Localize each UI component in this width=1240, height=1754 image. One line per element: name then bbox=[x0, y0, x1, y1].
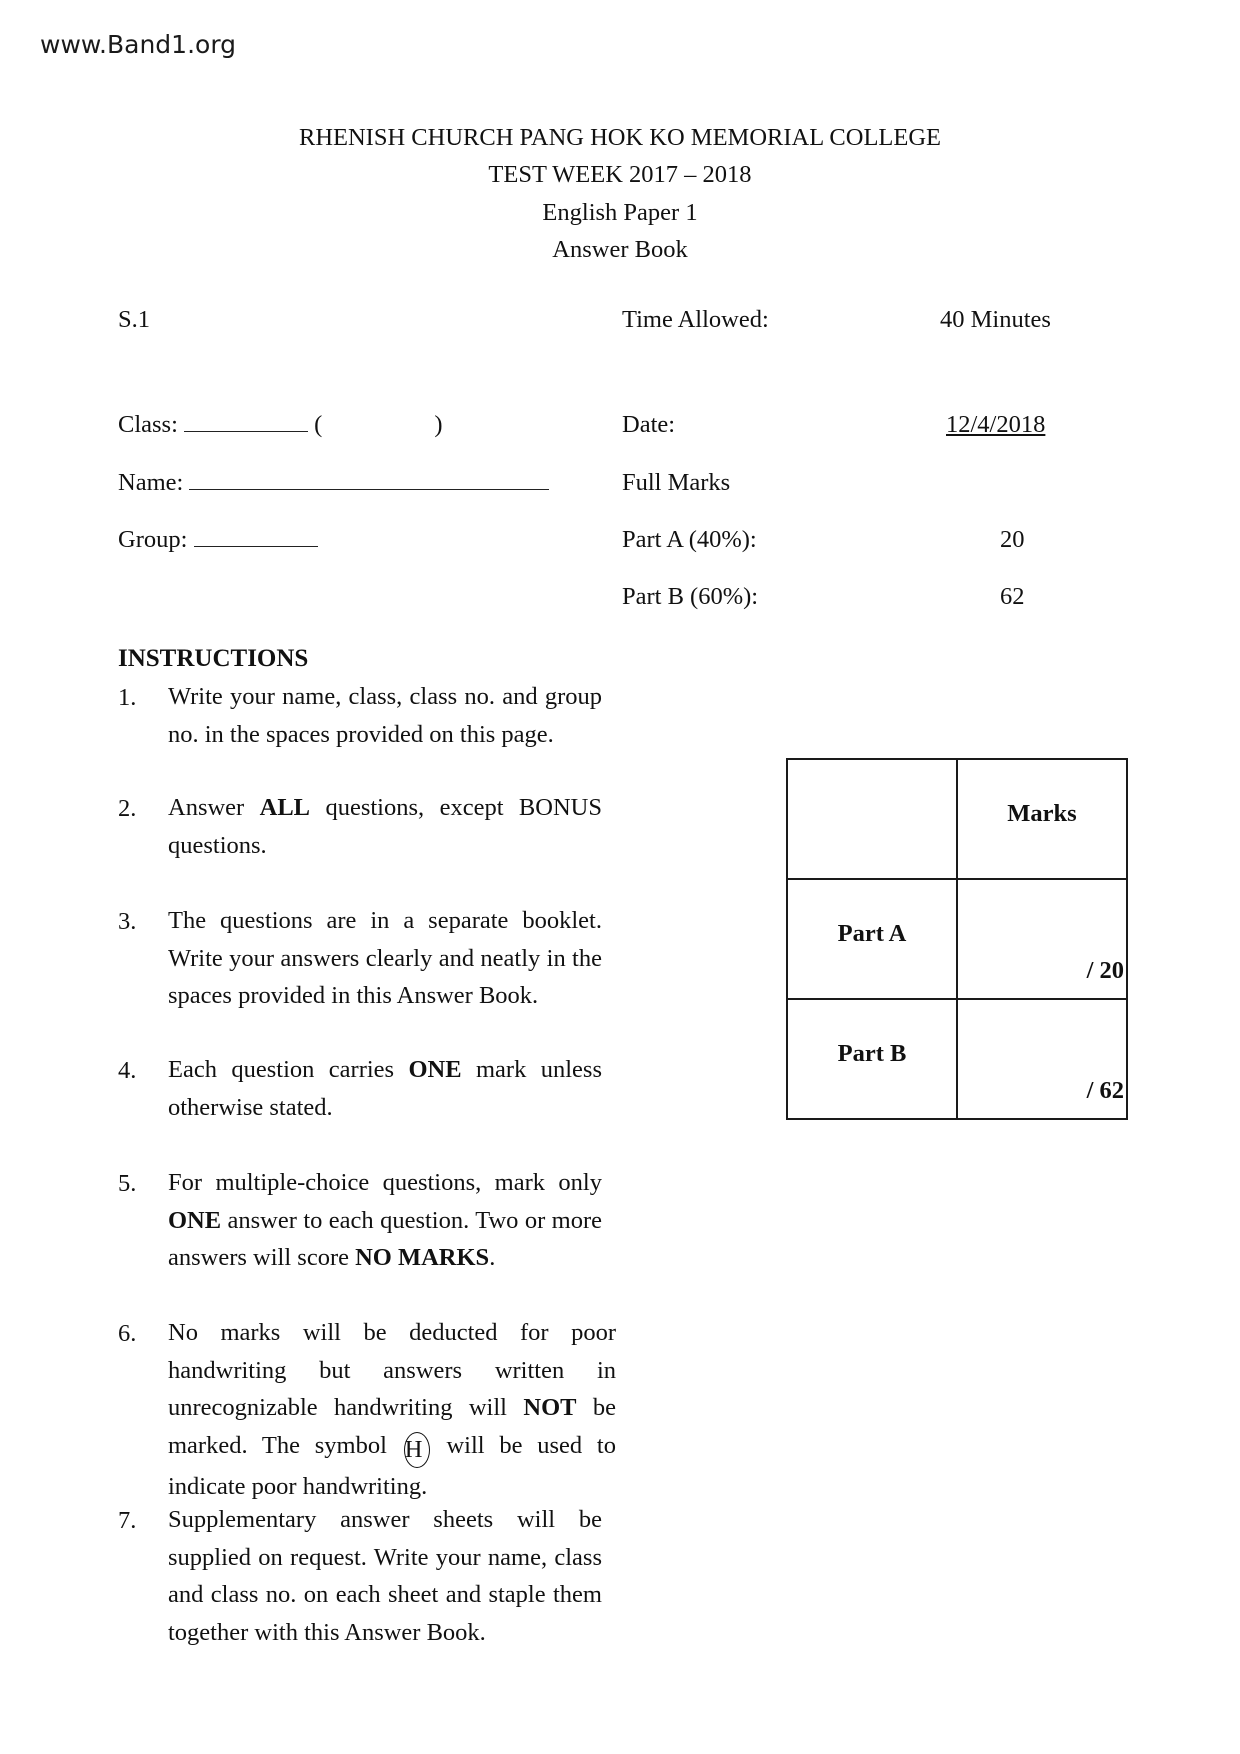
part-b-score-cell[interactable] bbox=[957, 999, 1127, 1119]
name-blank[interactable] bbox=[189, 469, 549, 490]
form-level: S.1 bbox=[118, 306, 151, 333]
part-b-weight-label: Part B (60%): bbox=[622, 583, 759, 610]
instructions-heading: INSTRUCTIONS bbox=[118, 645, 309, 672]
marks-table-row bbox=[787, 879, 1127, 999]
instruction-segment: answer to each question. Two or more answers will score bbox=[168, 1206, 602, 1271]
time-allowed-value: 40 Minutes bbox=[940, 306, 1051, 333]
part-a-weight-label: Part A (40%): bbox=[622, 526, 757, 553]
part-label-cell bbox=[787, 999, 957, 1119]
marks-table-header-row bbox=[787, 759, 1127, 879]
instruction-segment: questions, except BONUS questions. bbox=[168, 794, 602, 859]
emphasis-text: ALL bbox=[259, 794, 311, 821]
instruction-number: 3. bbox=[118, 908, 137, 935]
watermark: www.Band1.org bbox=[40, 30, 237, 59]
instruction-segment: will be used to indicate poor handwriting. bbox=[168, 1431, 616, 1500]
date-value: 12/4/2018 bbox=[946, 411, 1046, 438]
part-label-cell bbox=[787, 879, 957, 999]
full-marks-label: Full Marks bbox=[622, 469, 731, 496]
part-b-max-marks: / 62 bbox=[1086, 1077, 1124, 1104]
school-name: RHENISH CHURCH PANG HOK KO MEMORIAL COLLEGE bbox=[298, 124, 941, 151]
instruction-segment: Write your name, class, class no. and group no. in the spaces provided on this page. bbox=[168, 683, 602, 748]
instruction-segment: The questions are in a separate booklet. Write your answers clearly and neatly in the spaces provided in this Answer Book. bbox=[168, 907, 602, 1009]
part-a-max-marks: / 20 bbox=[1086, 957, 1124, 984]
date-label: Date: bbox=[622, 411, 676, 438]
instruction-segment: mark unless otherwise stated. bbox=[168, 1056, 602, 1121]
instruction-text bbox=[168, 1164, 602, 1277]
instruction-segment: Supplementary answer sheets will be supplied on request. Write your name, class and class no. on each sheet and staple them together with this Answer Book. bbox=[168, 1506, 602, 1646]
time-allowed-label: Time Allowed: bbox=[622, 306, 769, 333]
instruction-segment: Answer bbox=[168, 794, 260, 821]
instruction-text bbox=[168, 1314, 616, 1505]
instruction-segment: No marks will be deducted for poor handwriting but answers written in unrecognizable handwriting will bbox=[168, 1319, 616, 1421]
part-a-label: Part A bbox=[837, 920, 907, 947]
instruction-text bbox=[168, 902, 602, 1015]
emphasis-text: NOT bbox=[523, 1394, 577, 1421]
instruction-segment: Each question carries bbox=[168, 1056, 409, 1083]
instruction-number: 1. bbox=[118, 684, 137, 711]
marks-table-row bbox=[787, 999, 1127, 1119]
emphasis-text: ONE bbox=[408, 1056, 462, 1083]
instruction-text bbox=[168, 1501, 602, 1651]
instruction-segment: For multiple-choice questions, mark only bbox=[168, 1169, 602, 1196]
instruction-number: 5. bbox=[118, 1170, 137, 1197]
instruction-text bbox=[168, 789, 602, 864]
part-b-label: Part B bbox=[837, 1040, 907, 1067]
part-a-full-marks: 20 bbox=[1000, 526, 1025, 553]
instruction-number: 6. bbox=[118, 1320, 137, 1347]
emphasis-text: ONE bbox=[168, 1206, 222, 1234]
group-label: Group: bbox=[118, 526, 188, 553]
instruction-text bbox=[168, 678, 602, 753]
class-blank[interactable] bbox=[184, 411, 308, 432]
class-no-close-paren: ) bbox=[434, 411, 443, 438]
group-field bbox=[118, 526, 318, 554]
instruction-segment: be marked. The symbol bbox=[168, 1394, 616, 1459]
exam-title: TEST WEEK 2017 – 2018 bbox=[488, 161, 752, 188]
instruction-number: 2. bbox=[118, 795, 137, 822]
group-blank[interactable] bbox=[194, 526, 318, 547]
marks-table-corner-cell bbox=[787, 759, 957, 879]
instruction-number: 4. bbox=[118, 1057, 137, 1084]
class-no-open-paren: ( bbox=[314, 411, 323, 438]
booklet-title: Answer Book bbox=[552, 236, 688, 263]
part-b-full-marks: 62 bbox=[1000, 583, 1025, 610]
emphasis-text: NO MARKS bbox=[355, 1244, 490, 1271]
class-label: Class: bbox=[118, 411, 178, 438]
marks-header-cell bbox=[957, 759, 1127, 879]
marks-header: Marks bbox=[1007, 800, 1077, 827]
name-label: Name: bbox=[118, 469, 184, 496]
circled-h-symbol: H bbox=[404, 1432, 430, 1468]
class-field bbox=[118, 411, 443, 439]
part-a-score-cell[interactable] bbox=[957, 879, 1127, 999]
paper-title: English Paper 1 bbox=[542, 199, 698, 226]
instruction-segment: . bbox=[489, 1244, 496, 1271]
instruction-text bbox=[168, 1051, 602, 1126]
name-field bbox=[118, 469, 549, 497]
instruction-number: 7. bbox=[118, 1507, 137, 1534]
marks-table bbox=[786, 758, 1128, 1120]
